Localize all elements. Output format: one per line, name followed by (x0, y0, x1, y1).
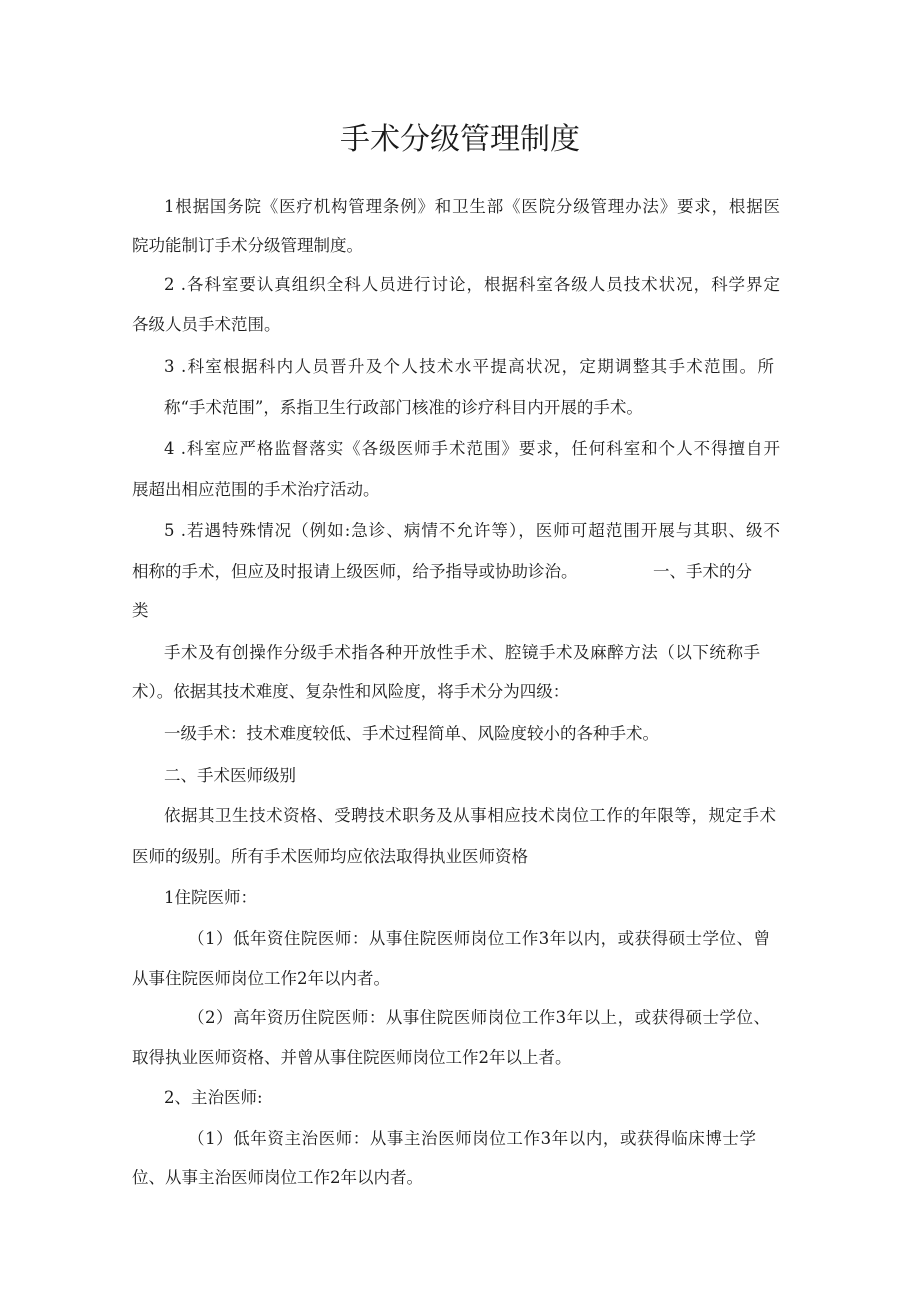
text-line: 手术及有创操作分级手术指各种开放性手术、腔镜手术及麻醉方法（以下统称手 (164, 643, 760, 662)
text-line: 展超出相应范围的手术治疗活动。 (132, 480, 380, 499)
text-line: 1根据国务院《医疗机构管理条例》和卫生部《医院分级管理办法》要求，根据医 (164, 197, 780, 216)
text-line: 2 .各科室要认真组织全科人员进行讨论，根据科室各级人员技术状况，科学界定 (164, 275, 780, 294)
text-line: （2）高年资历住院医师：从事住院医师岗位工作3年以上，或获得硕士学位、 (188, 1008, 770, 1027)
subsection-heading: 1住院医师： (164, 888, 257, 907)
text-line: 院功能制订手术分级管理制度。 (132, 236, 363, 255)
document-title: 手术分级管理制度 (340, 122, 580, 157)
text-line: 4 .科室应严格监督落实《各级医师手术范围》要求，任何科室和个人不得擅自开 (164, 439, 780, 458)
text-line: （1）低年资住院医师：从事住院医师岗位工作3年以内，或获得硕士学位、曾 (188, 929, 770, 948)
text-line: 位、从事主治医师岗位工作2年以内者。 (132, 1168, 423, 1187)
text-line: 术）。依据其技术难度、复杂性和风险度，将手术分为四级： (132, 682, 570, 701)
text-line: （1）低年资主治医师：从事主治医师岗位工作3年以内，或获得临床博士学 (188, 1129, 756, 1148)
section-heading: 一、手术的分 (653, 562, 752, 581)
section-heading: 二、手术医师级别 (164, 766, 296, 785)
text-line: 医师的级别。所有手术医师均应依法取得执业医师资格 (132, 847, 528, 866)
text-line: 5 .若遇特殊情况（例如:急诊、病情不允许等），医师可超范围开展与其职、级不 (164, 521, 780, 540)
text-line: 相称的手术，但应及时报请上级医师，给予指导或协助诊治。 (132, 562, 578, 581)
subsection-heading: 2、主治医师: (164, 1088, 263, 1107)
text-line: 从事住院医师岗位工作2年以内者。 (132, 969, 390, 988)
text-line: 取得执业医师资格、并曾从事住院医师岗位工作2年以上者。 (132, 1048, 572, 1067)
text-line: 类 (132, 601, 149, 620)
text-line: 称“手术范围”，系指卫生行政部门核准的诊疗科目内开展的手术。 (164, 398, 643, 417)
text-line: 各级人员手术范围。 (132, 315, 281, 334)
text-line: 依据其卫生技术资格、受聘技术职务及从事相应技术岗位工作的年限等，规定手术 (164, 806, 776, 825)
text-line: 一级手术：技术难度较低、手术过程简单、风险度较小的各种手术。 (164, 724, 659, 743)
text-line: 3 .科室根据科内人员晋升及个人技术水平提高状况，定期调整其手术范围。所 (164, 357, 774, 376)
